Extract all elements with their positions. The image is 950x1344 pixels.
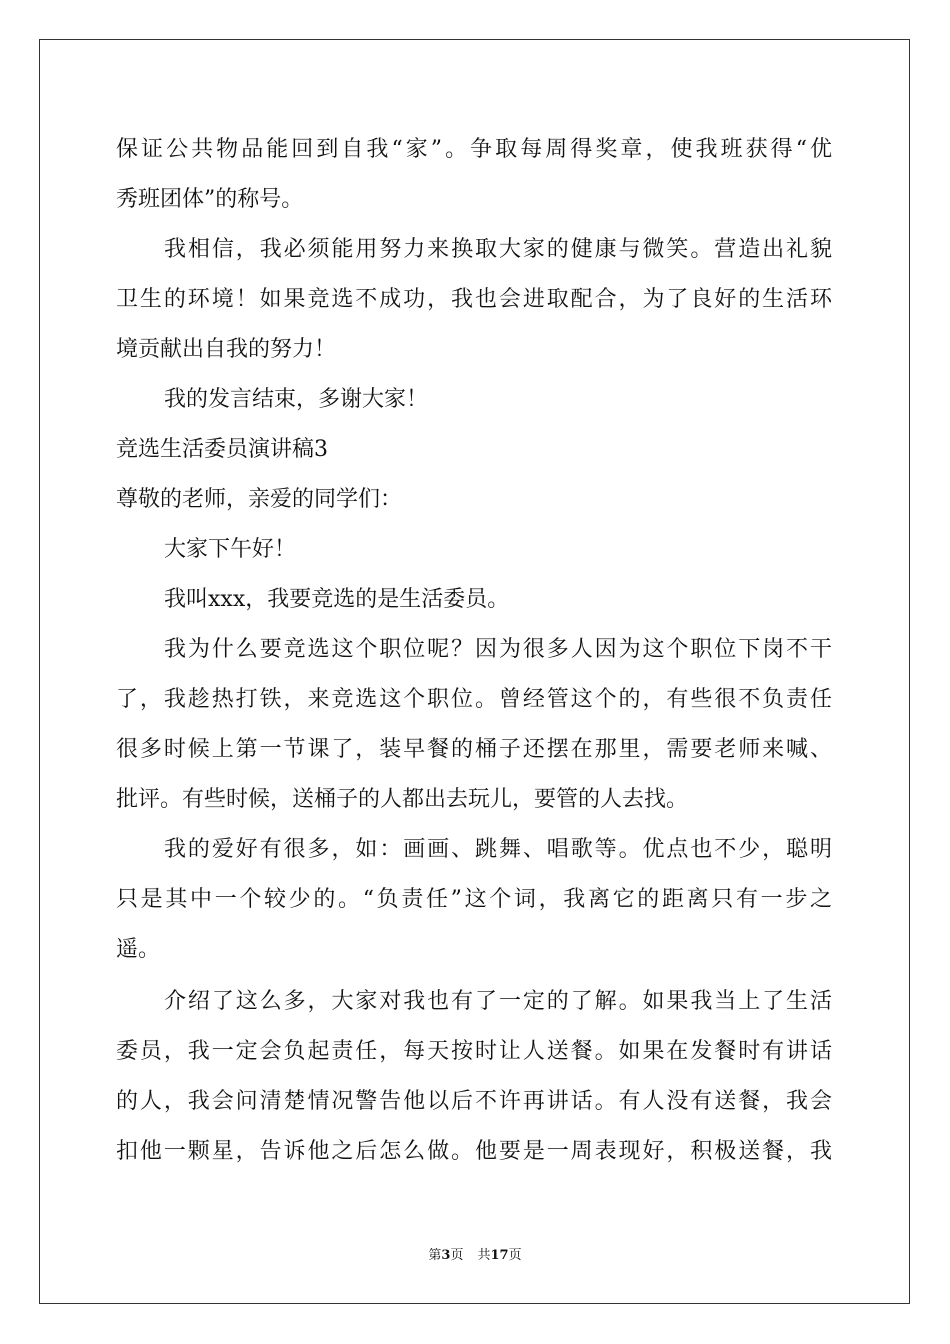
page-prefix: 第	[428, 1248, 442, 1263]
text-line: 很多时候上第一节课了，装早餐的桶子还摆在那里，需要老师来喊、	[116, 737, 832, 762]
salutation: 尊敬的老师，亲爱的同学们：	[116, 487, 403, 512]
total-suffix: 页	[508, 1248, 522, 1263]
text-line: 委员，我一定会负起责任，每天按时让人送餐。如果在发餐时有讲话	[116, 1039, 832, 1064]
text-line: 秀班团体”的称号。	[116, 187, 304, 212]
paragraph-first-line: 介绍了这么多，大家对我也有了一定的了解。如果我当上了生活	[164, 989, 832, 1014]
text-line: 只是其中一个较少的。“负责任”这个词，我离它的距离只有一步之	[116, 887, 832, 912]
paragraph-first-line: 我相信，我必须能用努力来换取大家的健康与微笑。营造出礼貌	[164, 237, 832, 262]
paragraph-first-line: 我的爱好有很多，如：画画、跳舞、唱歌等。优点也不少，聪明	[164, 837, 832, 862]
total-prefix: 共	[477, 1248, 491, 1263]
document-body	[116, 125, 832, 1177]
text-line: 遥。	[116, 937, 161, 962]
paragraph-first-line: 我的发言结束，多谢大家！	[164, 387, 429, 412]
greeting: 大家下午好！	[164, 537, 297, 562]
text-line: 扣他一颗星，告诉他之后怎么做。他要是一周表现好，积极送餐，我	[116, 1139, 832, 1164]
page-suffix: 页	[450, 1248, 464, 1263]
paragraph-first-line: 我为什么要竞选这个职位呢？因为很多人因为这个职位下岗不干	[164, 637, 832, 662]
total-pages: 17	[490, 1248, 509, 1263]
page-number: 3	[441, 1248, 451, 1263]
text-line: 了，我趁热打铁，来竞选这个职位。曾经管这个的，有些很不负责任	[116, 687, 832, 712]
page-footer	[0, 1247, 950, 1265]
section-heading: 竞选生活委员演讲稿3	[116, 437, 328, 462]
text-line: 卫生的环境！如果竞选不成功，我也会进取配合，为了良好的生活环	[116, 287, 832, 312]
text-line: 境贡献出自我的努力！	[116, 337, 337, 362]
text-line: 保证公共物品能回到自我“家”。争取每周得奖章，使我班获得“优	[116, 137, 832, 162]
text-line: 批评。有些时候，送桶子的人都出去玩儿，要管的人去找。	[116, 787, 689, 812]
text-line: 的人，我会问清楚情况警告他以后不许再讲话。有人没有送餐，我会	[116, 1089, 832, 1114]
self-introduction: 我叫xxx，我要竞选的是生活委员。	[164, 587, 510, 612]
